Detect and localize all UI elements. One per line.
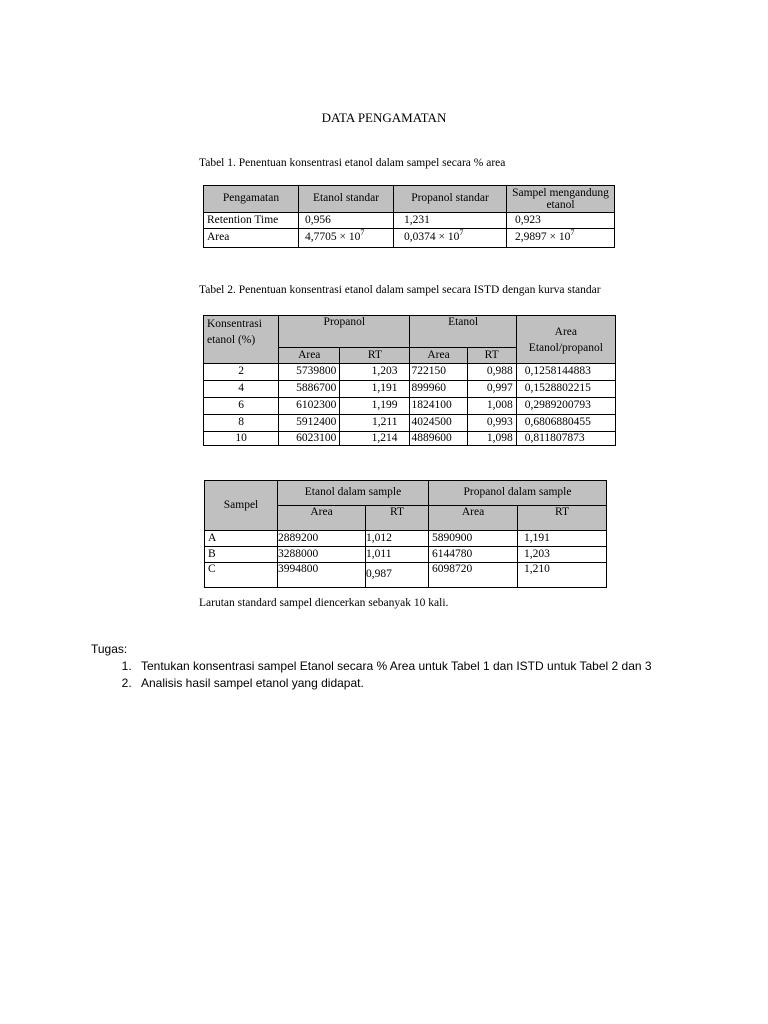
table3-note: Larutan standard sampel diencerkan sebanyak 10 kali. bbox=[199, 597, 449, 609]
table-cell: 0,811807873 bbox=[516, 432, 615, 446]
table-cell: 8 bbox=[204, 415, 279, 432]
table-cell: 1824100 bbox=[410, 398, 467, 415]
table-cell: 4024500 bbox=[410, 415, 467, 432]
table-cell: 722150 bbox=[410, 364, 467, 381]
table-cell: 899960 bbox=[410, 381, 467, 398]
table2-caption: Tabel 2. Penentuan konsentrasi etanol dalam sampel secara ISTD dengan kurva standar bbox=[199, 284, 601, 296]
table2-header-ratio: Area Etanol/propanol bbox=[516, 316, 615, 364]
table-row bbox=[204, 432, 616, 446]
table2-header-propanol: Propanol bbox=[279, 316, 410, 348]
table-row bbox=[204, 213, 615, 229]
table-cell: 0,993 bbox=[467, 415, 516, 432]
table-cell: A bbox=[205, 531, 278, 547]
table-cell: 2889200 bbox=[278, 531, 366, 547]
table-cell: 6102300 bbox=[279, 398, 340, 415]
table-cell: 5739800 bbox=[279, 364, 340, 381]
table-cell: 0,923 bbox=[507, 213, 615, 229]
table-cell: B bbox=[205, 547, 278, 563]
table-cell: 6023100 bbox=[279, 432, 340, 446]
table-cell bbox=[299, 229, 394, 248]
table-row bbox=[204, 381, 616, 398]
table-cell: 6144780 bbox=[429, 547, 518, 563]
table3 bbox=[204, 480, 607, 588]
table-cell: 0,987 bbox=[366, 563, 429, 588]
table-cell: 5886700 bbox=[279, 381, 340, 398]
cell-value: 4,7705 × 10 bbox=[305, 231, 361, 244]
table1-header-sampel: Sampel mengandung etanol bbox=[507, 186, 615, 213]
exponent: 7 bbox=[570, 228, 575, 238]
tugas-list bbox=[91, 658, 751, 692]
table1-header-propanol: Propanol standar bbox=[394, 186, 507, 213]
table-cell: 2 bbox=[204, 364, 279, 381]
table-cell: 1,214 bbox=[340, 432, 410, 446]
table-cell: 1,011 bbox=[366, 547, 429, 563]
table-cell: 0,6806880455 bbox=[516, 415, 615, 432]
table-cell: 1,203 bbox=[340, 364, 410, 381]
table-cell: 1,098 bbox=[467, 432, 516, 446]
table2-header-etanol: Etanol bbox=[410, 316, 516, 348]
table-cell: 1,210 bbox=[518, 563, 607, 588]
page-title: DATA PENGAMATAN bbox=[321, 110, 447, 125]
table-row bbox=[204, 364, 616, 381]
table-row bbox=[204, 398, 616, 415]
table3-header-propanol: Propanol dalam sample bbox=[429, 481, 607, 506]
table2-subheader-etanol-area: Area bbox=[410, 348, 467, 364]
table-cell: 5912400 bbox=[279, 415, 340, 432]
table2-subheader-propanol-area: Area bbox=[279, 348, 340, 364]
table2-subheader-propanol-rt: RT bbox=[340, 348, 410, 364]
table3-subheader-etanol-area: Area bbox=[278, 506, 366, 531]
table-row bbox=[205, 563, 607, 588]
table1-header-etanol: Etanol standar bbox=[299, 186, 394, 213]
table-cell: 4889600 bbox=[410, 432, 467, 446]
table3-header-sampel: Sampel bbox=[205, 481, 278, 531]
table1 bbox=[203, 185, 615, 248]
table-cell: 0,1528802215 bbox=[516, 381, 615, 398]
table-row bbox=[204, 415, 616, 432]
table-cell: Area bbox=[204, 229, 299, 248]
table-cell: 4 bbox=[204, 381, 279, 398]
table-cell: 1,012 bbox=[366, 531, 429, 547]
table-cell: 1,008 bbox=[467, 398, 516, 415]
table-row bbox=[205, 531, 607, 547]
table-cell: 0,956 bbox=[299, 213, 394, 229]
table-cell: 1,211 bbox=[340, 415, 410, 432]
table1-header-pengamatan: Pengamatan bbox=[204, 186, 299, 213]
table-cell: Retention Time bbox=[204, 213, 299, 229]
tugas-section bbox=[91, 642, 751, 692]
table3-subheader-propanol-area: Area bbox=[429, 506, 518, 531]
table2-subheader-etanol-rt: RT bbox=[467, 348, 516, 364]
table-cell: 0,997 bbox=[467, 381, 516, 398]
cell-value: 2,9897 × 10 bbox=[515, 231, 571, 244]
table3-subheader-etanol-rt: RT bbox=[366, 506, 429, 531]
exponent: 7 bbox=[360, 228, 365, 238]
table-cell bbox=[394, 229, 507, 248]
exponent: 7 bbox=[459, 228, 464, 238]
table2 bbox=[203, 315, 616, 446]
table-cell: 3288000 bbox=[278, 547, 366, 563]
table-cell: 1,191 bbox=[518, 531, 607, 547]
table-cell: 0,2989200793 bbox=[516, 398, 615, 415]
table1-caption: Tabel 1. Penentuan konsentrasi etanol dalam sampel secara % area bbox=[199, 157, 506, 169]
table-cell: 1,191 bbox=[340, 381, 410, 398]
table-cell: 0,988 bbox=[467, 364, 516, 381]
tugas-heading: Tugas: bbox=[91, 642, 128, 656]
table3-header-etanol: Etanol dalam sample bbox=[278, 481, 429, 506]
table3-subheader-propanol-rt: RT bbox=[518, 506, 607, 531]
table-cell: 1,199 bbox=[340, 398, 410, 415]
list-item: 2. Analisis hasil sampel etanol yang didapat. bbox=[135, 675, 751, 692]
table-cell: 5890900 bbox=[429, 531, 518, 547]
table2-header-konsentrasi: Konsentrasi etanol (%) bbox=[204, 316, 279, 364]
table-cell: 0,1258144883 bbox=[516, 364, 615, 381]
table-cell: 1,203 bbox=[518, 547, 607, 563]
table-row bbox=[205, 547, 607, 563]
list-item: 1. Tentukan konsentrasi sampel Etanol secara % Area untuk Tabel 1 dan ISTD untuk Tabel 2 dan 3 bbox=[135, 658, 751, 675]
table-cell: C bbox=[205, 563, 278, 588]
table-cell: 1,231 bbox=[394, 213, 507, 229]
table-cell: 3994800 bbox=[278, 563, 366, 588]
cell-value: 0,0374 × 10 bbox=[404, 231, 460, 244]
table-cell bbox=[507, 229, 615, 248]
table-cell: 10 bbox=[204, 432, 279, 446]
table-cell: 6098720 bbox=[429, 563, 518, 588]
table-row bbox=[204, 229, 615, 248]
table-cell: 6 bbox=[204, 398, 279, 415]
